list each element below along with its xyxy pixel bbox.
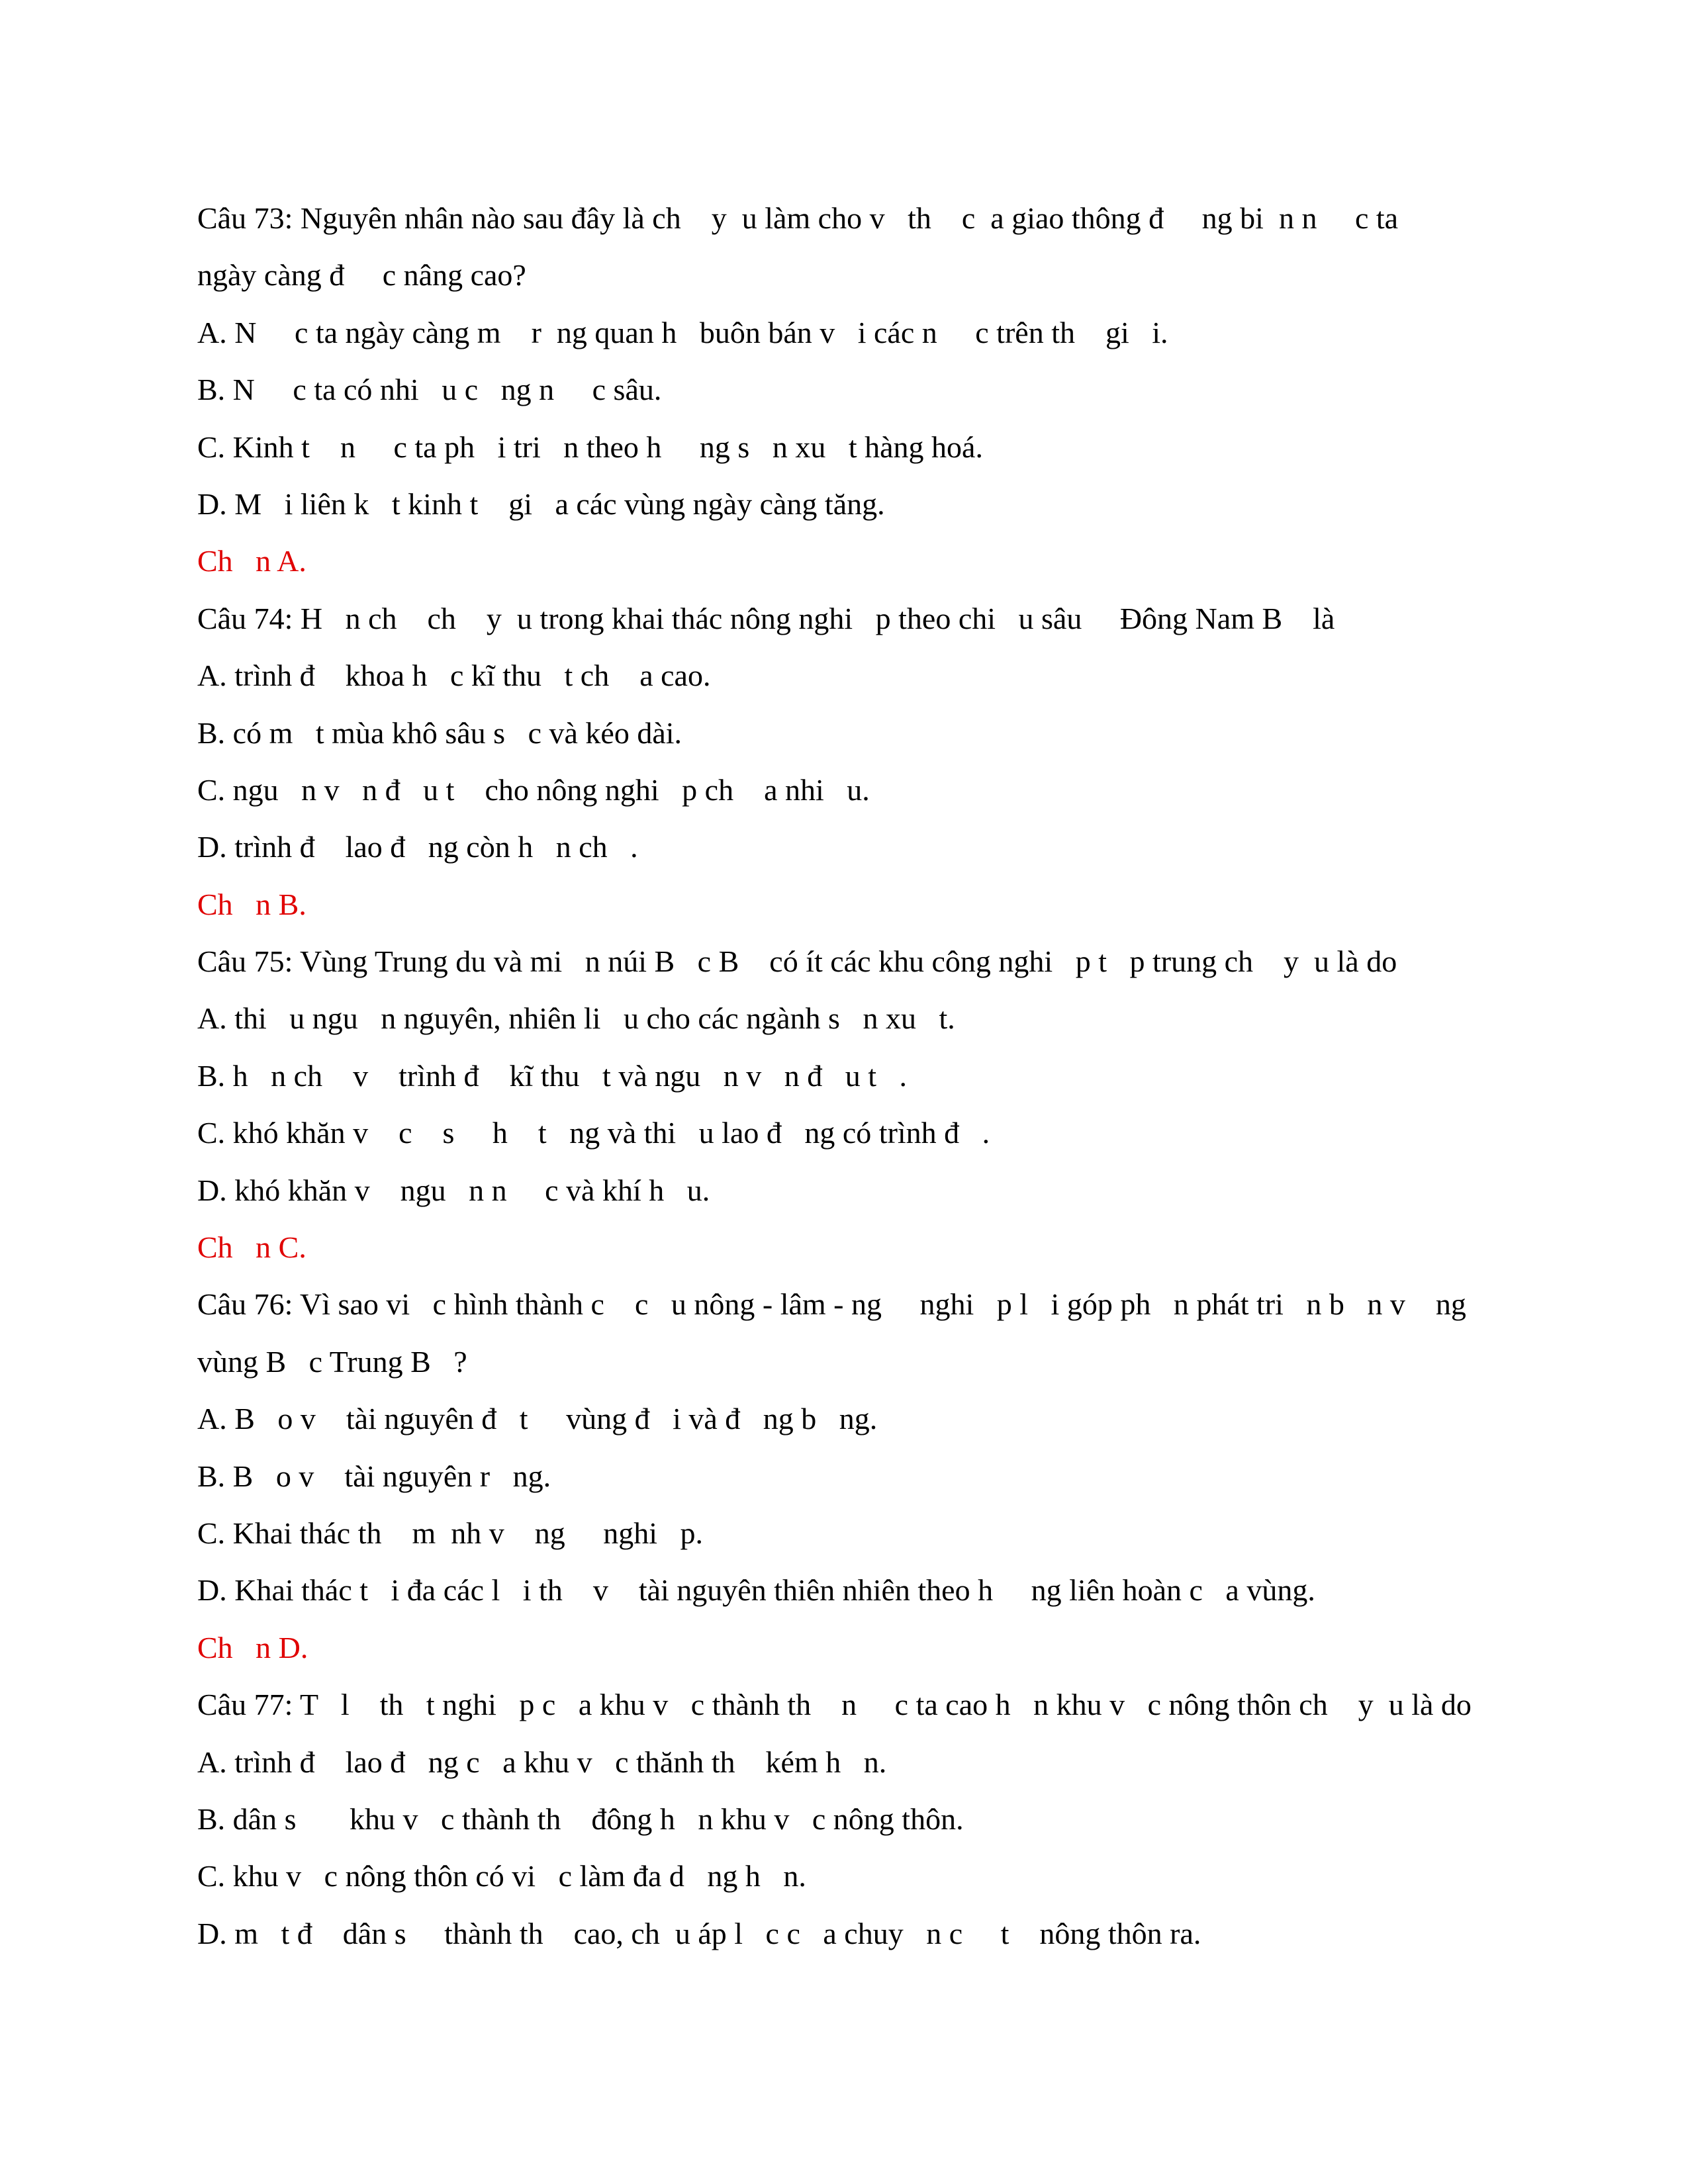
question-73-option-b: B. N c ta có nhi u c ng n c sâu. <box>197 373 662 407</box>
question-76-stem-line-1: Câu 76: Vì sao vi c hình thành c c u nông - lâm - ng nghi p l i góp ph n phát tri n b n v ng <box>197 1287 1466 1322</box>
question-74-stem-line-1: Câu 74: H n ch ch y u trong khai thác nông nghi p theo chi u sâu Đông Nam B là <box>197 601 1335 635</box>
question-75-option-a: A. thi u ngu n nguyên, nhiên li u cho các ngành s n xu t. <box>197 1001 955 1036</box>
question-76-option-a: A. B o v tài nguyên đ t vùng đ i và đ ng b ng. <box>197 1402 878 1436</box>
question-76-option-d: D. Khai thác t i đa các l i th v tài nguyên thiên nhiên theo h ng liên hoàn c a vùng. <box>197 1573 1315 1608</box>
question-76-answer: Ch n D. <box>197 1630 308 1664</box>
question-74-option-c: C. ngu n v n đ u t cho nông nghi p ch a nhi u. <box>197 772 870 807</box>
question-73-option-a: A. N c ta ngày càng m r ng quan h buôn bán v i các n c trên th gi i. <box>197 315 1168 349</box>
question-75-answer: Ch n C. <box>197 1230 306 1265</box>
question-73-answer: Ch n A. <box>197 544 306 578</box>
question-77-option-c: C. khu v c nông thôn có vi c làm đa d ng h n. <box>197 1859 806 1893</box>
question-74-option-d: D. trình đ lao đ ng còn h n ch . <box>197 830 638 864</box>
question-73-option-d: D. M i liên k t kinh t gi a các vùng ngày càng tăng. <box>197 486 885 521</box>
question-list <box>197 199 1495 1971</box>
question-74-answer: Ch n B. <box>197 887 306 921</box>
question-77-option-a: A. trình đ lao đ ng c a khu v c thănh th kém h n. <box>197 1745 887 1779</box>
question-73-stem-line-1: Câu 73: Nguyên nhân nào sau đây là ch y u làm cho v th c a giao thông đ ng bi n n c ta <box>197 201 1399 235</box>
question-76-option-c: C. Khai thác th m nh v ng nghi p. <box>197 1516 704 1550</box>
question-76-option-b: B. B o v tài nguyên r ng. <box>197 1459 551 1493</box>
question-75-option-c: C. khó khăn v c s h t ng và thi u lao đ ng có trình đ . <box>197 1116 990 1150</box>
question-76-stem-line-2: vùng B c Trung B ? <box>197 1344 467 1379</box>
question-75-stem-line-1: Câu 75: Vùng Trung du và mi n núi B c B có ít các khu công nghi p t p trung ch y u là do <box>197 944 1397 979</box>
question-77-stem-line-1: Câu 77: T l th t nghi p c a khu v c thành th n c ta cao h n khu v c nông thôn ch y u là do <box>197 1688 1472 1722</box>
question-75-option-d: D. khó khăn v ngu n n c và khí h u. <box>197 1173 710 1207</box>
question-73-option-c: C. Kinh t n c ta ph i tri n theo h ng s n xu t hàng hoá. <box>197 430 983 464</box>
question-74-option-b: B. có m t mùa khô sâu s c và kéo dài. <box>197 715 682 750</box>
question-77-option-b: B. dân s khu v c thành th đông h n khu v c nông thôn. <box>197 1801 964 1836</box>
question-74-option-a: A. trình đ khoa h c kĩ thu t ch a cao. <box>197 659 711 693</box>
question-73-stem-line-2: ngày càng đ c nâng cao? <box>197 258 526 293</box>
question-77-option-d: D. m t đ dân s thành th cao, ch u áp l c c a chuy n c t nông thôn ra. <box>197 1916 1201 1950</box>
question-75-option-b: B. h n ch v trình đ kĩ thu t và ngu n v n đ u t . <box>197 1058 908 1093</box>
